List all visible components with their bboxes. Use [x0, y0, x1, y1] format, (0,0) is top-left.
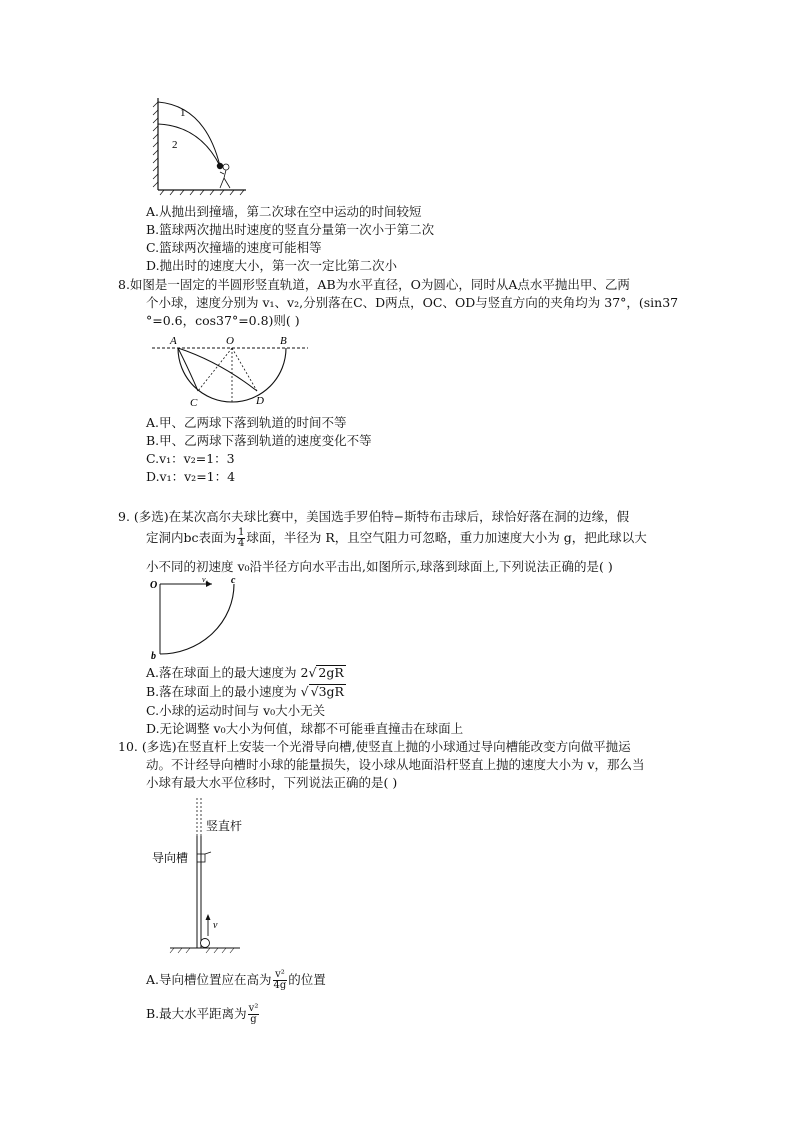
q10-option-a	[146, 970, 326, 991]
q9-fraction	[237, 528, 245, 549]
q10-stem-line2: 动。不计经导向槽时小球的能量损失，设小球从地面沿杆竖直上抛的速度大小为 v，那么当	[146, 757, 645, 772]
q9-stem-line1: 9. (多选)在某次高尔夫球比赛中，美国选手罗伯特−斯特布击球后，球恰好落在洞的边缘，假	[118, 509, 630, 524]
q7-option-a: A.从抛出到撞墙，第二次球在空中运动的时间较短	[146, 204, 422, 219]
q9-option-c: C.小球的运动时间与 v₀大小无关	[146, 703, 326, 718]
q9-figure	[148, 576, 248, 660]
q9-stem-line2	[146, 528, 647, 549]
sqrt-icon: √	[308, 665, 317, 680]
q8-stem-line3: °=0.6，cos37°=0.8)则( )	[146, 313, 300, 328]
q10-figure	[150, 796, 260, 956]
q10-stem-line1: 10. (多选)在竖直杆上安装一个光滑导向槽,使竖直上抛的小球通过导向槽能改变方向做平抛运	[118, 739, 631, 754]
q7-label-2: 2	[172, 139, 178, 151]
q7-option-c: C.篮球两次撞墙的速度可能相等	[146, 240, 322, 255]
q10-option-b-fraction	[248, 1004, 260, 1025]
q9-stem-line2-a: 定洞内bc表面为	[146, 530, 237, 545]
q10-option-a-numerator: v²	[273, 970, 288, 981]
q9-option-b-text: B.落在球面上的最小速度为	[146, 684, 301, 699]
q7-figure	[150, 96, 250, 196]
q10-option-a-text: A.导向槽位置应在高为	[146, 972, 272, 987]
q8-stem-line2: 个小球，速度分别为 v₁、v₂,分别落在C、D两点，OC、OD与竖直方向的夹角均为 37°，(sin37	[146, 295, 679, 310]
q8-stem-line1: 8.如图是一固定的半圆形竖直轨道，AB为水平直径，O为圆心，同时从A点水平抛出甲、乙两	[118, 277, 630, 292]
q10-option-b-denominator: g	[250, 1014, 257, 1025]
q10-option-a-text-end: 的位置	[288, 972, 326, 987]
q9-fraction-denominator: 4	[238, 538, 245, 549]
q10-option-b-numerator: v²	[248, 1003, 259, 1014]
q9-option-d: D.无论调整 v₀大小为何值，球都不可能垂直撞击在球面上	[146, 721, 464, 736]
q8-option-d: D.v₁：v₂=1：4	[146, 469, 236, 484]
q8-label-a: A	[170, 335, 177, 347]
q7-label-1: 1	[180, 107, 186, 119]
q9-label-c: c	[231, 576, 236, 586]
q9-option-b-radicand: √3gR	[310, 684, 344, 699]
q10-option-a-denominator: 4g	[273, 980, 287, 991]
q9-label-o: O	[150, 580, 158, 591]
q8-option-c: C.v₁：v₂=1：3	[146, 451, 235, 466]
q10-label-groove: 导向槽	[152, 851, 189, 865]
q10-option-b	[146, 1004, 260, 1025]
q10-label-v: v	[213, 920, 218, 931]
q8-label-o: O	[226, 335, 234, 347]
q7-option-d: D.抛出时的速度大小，第一次一定比第二次小	[146, 258, 398, 273]
q10-option-a-fraction	[273, 970, 288, 991]
q8-figure	[150, 332, 310, 412]
q9-option-b	[146, 683, 346, 700]
q9-stem-line2-b: 球面，半径为 R，且空气阻力可忽略，重力加速度大小为 g，把此球以大	[246, 530, 647, 545]
q7-option-b: B.篮球两次抛出时速度的竖直分量第一次小于第二次	[146, 222, 435, 237]
sqrt-icon: √	[300, 684, 309, 699]
q8-option-a: A.甲、乙两球下落到轨道的时间不等	[146, 415, 347, 430]
q8-label-c: C	[190, 397, 198, 409]
q8-label-b: B	[280, 335, 287, 347]
q10-option-b-text: B.最大水平距离为	[146, 1006, 247, 1021]
q9-label-b: b	[151, 651, 156, 660]
q9-stem-line3: 小不同的初速度 v₀沿半径方向水平击出,如图所示,球落到球面上,下列说法正确的是( )	[146, 559, 613, 574]
q8-label-d: D	[256, 395, 264, 407]
q10-stem-line3: 小球有最大水平位移时，下列说法正确的是( )	[146, 775, 398, 790]
q9-fraction-numerator: 1	[238, 527, 245, 538]
q9-option-a-radicand: 2gR	[318, 665, 344, 680]
q10-label-pole: 竖直杆	[206, 819, 243, 833]
q8-option-b: B.甲、乙两球下落到轨道的速度变化不等	[146, 433, 372, 448]
q9-label-v0: v₀	[202, 576, 209, 584]
q9-option-a-text: A.落在球面上的最大速度为 2	[146, 665, 309, 680]
q9-option-a	[146, 664, 346, 681]
